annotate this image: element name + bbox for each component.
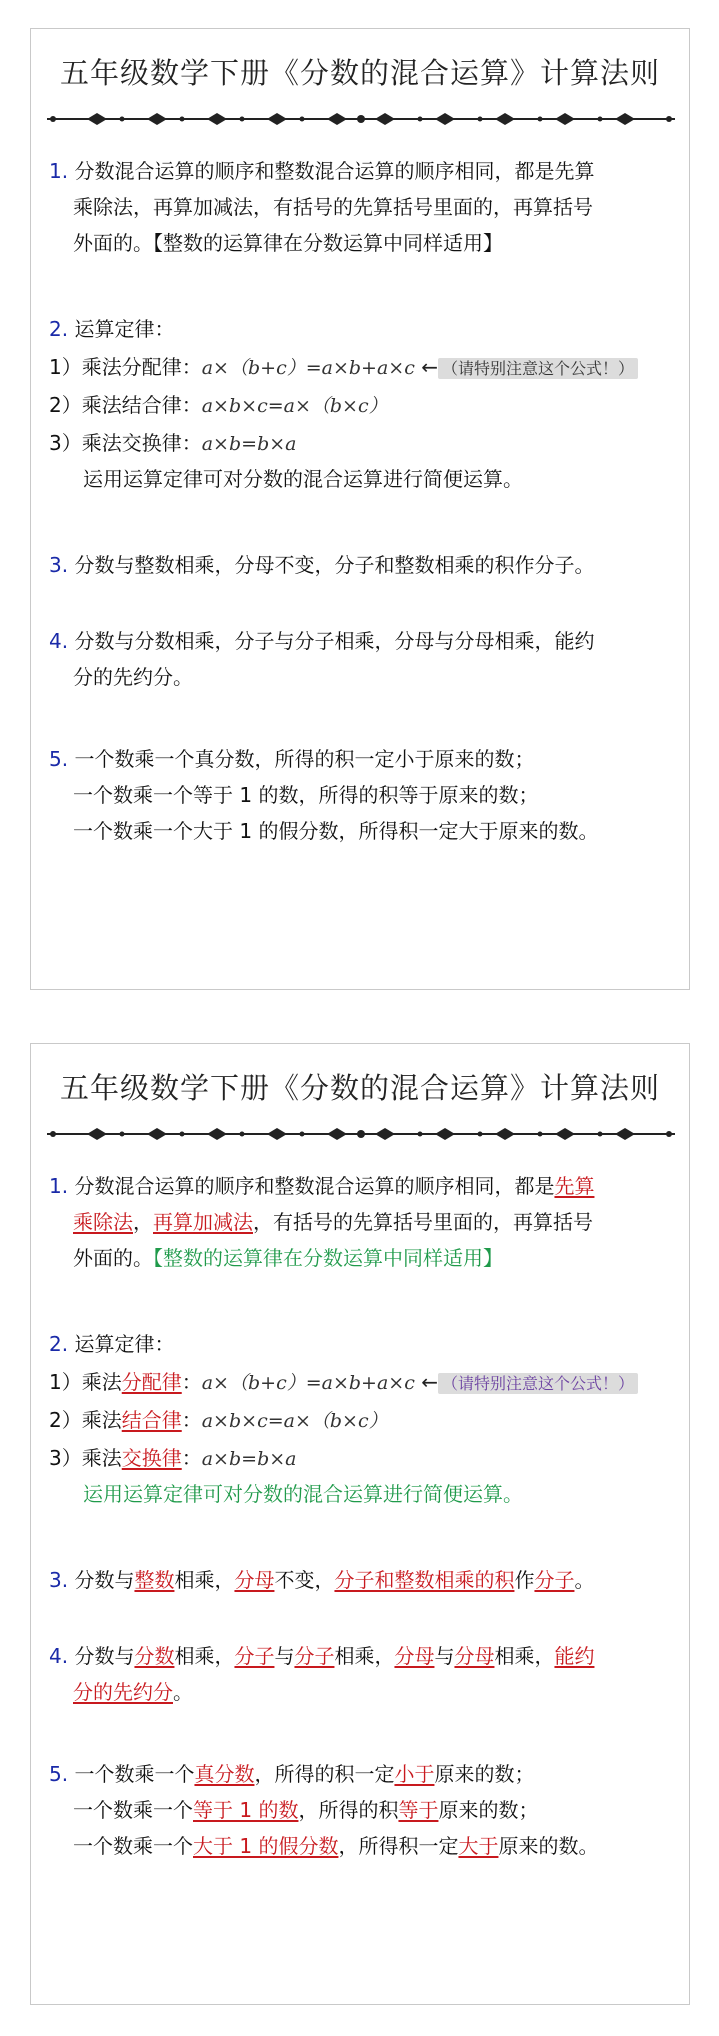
rule-text: 不变， — [274, 1568, 335, 1592]
rule-text: 等于 1 的数 — [193, 783, 299, 807]
rule-text: ，所得积一定 — [338, 1834, 459, 1858]
rule-text: 大于 — [458, 819, 499, 843]
rule-text: 相乘， — [174, 1644, 235, 1668]
law-formula: a×b=b×a — [201, 1448, 297, 1470]
rule-text: 一个数乘一个 — [74, 747, 195, 771]
rule-text: 原来的数。 — [498, 819, 599, 843]
rule-text: 分子 — [294, 629, 335, 653]
rule-text: 不变， — [274, 553, 335, 577]
rule-text: 先算 — [554, 159, 595, 183]
rule-text: 原来的数； — [438, 1798, 539, 1822]
rule-text: 相乘， — [334, 1644, 395, 1668]
rule-text: ，有括号的先算括号里面的，再算括号 — [253, 195, 593, 219]
law-heading: 运算定律： — [74, 1332, 175, 1356]
key-term: 能约 — [554, 1644, 595, 1668]
rule-text: 一个数乘一个 — [73, 1834, 193, 1858]
rule-text: 再算加减法 — [153, 195, 253, 219]
law-formula: a×（b+c）=a×b+a×c — [201, 1372, 415, 1394]
key-term: 分母 — [234, 1568, 275, 1592]
rule-text: 能约 — [554, 629, 595, 653]
key-term: 分母 — [454, 1644, 495, 1668]
key-term: 分子 — [294, 1644, 335, 1668]
rule-text: 相乘， — [494, 1644, 555, 1668]
law-label: 2）乘法 — [49, 393, 122, 417]
rule-text: 原来的数； — [434, 747, 535, 771]
colon: ： — [181, 1408, 202, 1432]
attention-note: （请特别注意这个公式！） — [438, 358, 638, 379]
key-term: 分的先约分 — [73, 1680, 173, 1704]
key-term: 分数 — [134, 1644, 175, 1668]
rule-text: 大于 1 的假分数 — [193, 819, 339, 843]
item-number: 1. — [49, 159, 69, 183]
rule-text: 分子和整数相乘的积 — [334, 553, 515, 577]
rule-text: 作 — [514, 1568, 535, 1592]
rule-text: 分子 — [234, 629, 275, 653]
colon: ： — [181, 1446, 202, 1470]
key-term: 分子 — [234, 1644, 275, 1668]
rule-text: 。 — [173, 665, 193, 689]
rule-text: ，所得的积一定 — [254, 1762, 395, 1786]
item-number: 3. — [49, 1568, 69, 1592]
law-name: 分配律 — [121, 355, 182, 379]
law-heading: 运算定律： — [74, 317, 175, 341]
rule-text: 作 — [514, 553, 535, 577]
left-arrow-icon: ← — [421, 1370, 438, 1394]
ornament-divider — [47, 109, 675, 129]
rule-note: 【整数的运算律在分数运算中同样适用】 — [153, 1246, 503, 1270]
ornament-divider — [47, 1124, 675, 1144]
rule-text: ，有括号的先算括号里面的，再算括号 — [253, 1210, 593, 1234]
rule-text: ，所得的积 — [298, 1798, 399, 1822]
rule-text: 等于 — [398, 783, 439, 807]
colon: ： — [181, 1370, 202, 1394]
rule-text: 相乘， — [334, 629, 395, 653]
rule-text: 分数混合运算的顺序和整数混合运算的顺序相同，都是 — [74, 1174, 555, 1198]
item-number: 5. — [49, 747, 69, 771]
plain-card — [30, 28, 690, 990]
highlighted-card — [30, 1043, 690, 2005]
rule-text: 整数 — [134, 553, 175, 577]
item-number: 2. — [49, 317, 69, 341]
rule-text: 分数与 — [74, 1644, 135, 1668]
law-name: 交换律 — [121, 431, 182, 455]
law-formula: a×b×c=a×（b×c） — [201, 395, 388, 417]
key-term: 再算加减法 — [153, 1210, 253, 1234]
law-formula: a×b×c=a×（b×c） — [201, 1410, 388, 1432]
key-term: 等于 — [398, 1798, 439, 1822]
rule-text: 。 — [173, 1680, 193, 1704]
rule-text: 与 — [274, 1644, 295, 1668]
page-title: 五年级数学下册《分数的混合运算》计算法则 — [59, 1071, 660, 1105]
key-term: 先算 — [554, 1174, 595, 1198]
item-number: 5. — [49, 1762, 69, 1786]
law-label: 2）乘法 — [49, 1408, 122, 1432]
key-term: 分子和整数相乘的积 — [334, 1568, 515, 1592]
attention-note: （请特别注意这个公式！） — [438, 1373, 638, 1394]
law-label: 3）乘法 — [49, 431, 122, 455]
rule-text: 相乘， — [174, 553, 235, 577]
key-term: 小于 — [394, 1762, 435, 1786]
law-label: 1）乘法 — [49, 1370, 122, 1394]
rule-note: 【整数的运算律在分数运算中同样适用】 — [153, 231, 503, 255]
item-number: 4. — [49, 629, 69, 653]
rule-text: 分数混合运算的顺序和整数混合运算的顺序相同，都是 — [74, 159, 555, 183]
rule-text: 原来的数； — [434, 1762, 535, 1786]
item-number: 4. — [49, 1644, 69, 1668]
rule-text: 分的先约分 — [73, 665, 173, 689]
rule-text: ， — [133, 195, 153, 219]
rule-text: 分数 — [134, 629, 175, 653]
key-term: 大于 1 的假分数 — [193, 1834, 339, 1858]
rule-text: 分母 — [234, 553, 275, 577]
item-number: 3. — [49, 553, 69, 577]
rule-text: 分数与 — [74, 629, 135, 653]
rule-text: 一个数乘一个 — [73, 1798, 193, 1822]
rule-text: 一个数乘一个 — [73, 819, 193, 843]
rule-text: 一个数乘一个 — [73, 783, 193, 807]
law-name: 结合律 — [121, 1408, 182, 1432]
rule-text: 原来的数。 — [498, 1834, 599, 1858]
rule-text: 相乘， — [494, 629, 555, 653]
colon: ： — [181, 431, 202, 455]
law-name: 交换律 — [121, 1446, 182, 1470]
law-formula: a×b=b×a — [201, 433, 297, 455]
key-term: 分子 — [534, 1568, 575, 1592]
key-term: 真分数 — [194, 1762, 255, 1786]
key-term: 分母 — [394, 1644, 435, 1668]
law-usage: 运用运算定律可对分数的混合运算进行简便运算。 — [83, 467, 523, 491]
rule-text: 分子 — [534, 553, 575, 577]
page-title: 五年级数学下册《分数的混合运算》计算法则 — [59, 56, 660, 90]
law-label: 1）乘法 — [49, 355, 122, 379]
rule-text: 一个数乘一个 — [74, 1762, 195, 1786]
rule-text: ，所得的积一定 — [254, 747, 395, 771]
colon: ： — [181, 393, 202, 417]
rule-text: 外面的。 — [73, 1246, 153, 1270]
rule-text: ， — [133, 1210, 153, 1234]
key-term: 大于 — [458, 1834, 499, 1858]
rule-text: ，所得积一定 — [338, 819, 459, 843]
law-formula: a×（b+c）=a×b+a×c — [201, 357, 415, 379]
rule-text: 。 — [574, 553, 595, 577]
rule-text: 分数与 — [74, 1568, 135, 1592]
item-number: 1. — [49, 1174, 69, 1198]
rule-text: 真分数 — [194, 747, 255, 771]
key-term: 等于 1 的数 — [193, 1798, 299, 1822]
rule-text: 乘除法 — [73, 195, 133, 219]
rule-text: 原来的数； — [438, 783, 539, 807]
rule-text: 外面的。 — [73, 231, 153, 255]
rule-text: ，所得的积 — [298, 783, 399, 807]
colon: ： — [181, 355, 202, 379]
rule-text: 分母 — [454, 629, 495, 653]
rule-text: 分母 — [394, 629, 435, 653]
rule-text: 与 — [434, 1644, 455, 1668]
rule-text: 小于 — [394, 747, 435, 771]
left-arrow-icon: ← — [421, 355, 438, 379]
law-label: 3）乘法 — [49, 1446, 122, 1470]
rule-text: 与 — [274, 629, 295, 653]
law-usage: 运用运算定律可对分数的混合运算进行简便运算。 — [83, 1482, 523, 1506]
key-term: 整数 — [134, 1568, 175, 1592]
rule-text: 分数与 — [74, 553, 135, 577]
rule-text: 相乘， — [174, 1568, 235, 1592]
law-name: 结合律 — [121, 393, 182, 417]
rule-text: 。 — [574, 1568, 595, 1592]
rule-text: 与 — [434, 629, 455, 653]
law-name: 分配律 — [121, 1370, 182, 1394]
item-number: 2. — [49, 1332, 69, 1356]
rule-text: 相乘， — [174, 629, 235, 653]
key-term: 乘除法 — [73, 1210, 133, 1234]
